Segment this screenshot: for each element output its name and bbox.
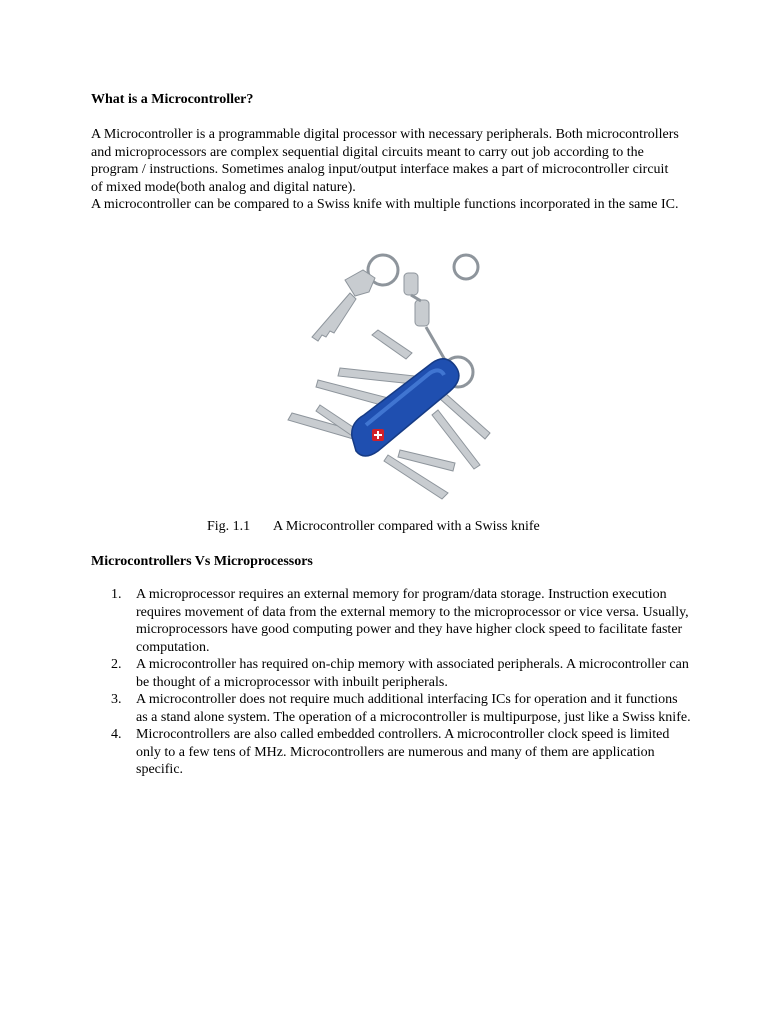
key-icon xyxy=(312,270,375,341)
list-item-number: 2. xyxy=(111,657,122,672)
swiss-knife-figure xyxy=(280,245,500,505)
figure-number: Fig. 1.1 xyxy=(207,519,251,534)
paragraph-definition: A Microcontroller is a programmable digital processor with necessary peripherals. Both microcontrollers and microprocessors are complex sequential digital circuits meant to carry out job according to the program / instructions. Sometimes analog input/output interface makes a part of microcontroller circuit of mixed mode(both analog and digital nature). xyxy=(91,127,679,195)
list-item-text: A microcontroller does not require much additional interfacing ICs for operation and it functions as a stand alone system. The operation of a microcontroller is multipurpose, just like a Swiss knife. xyxy=(136,692,691,725)
list-item-text: Microcontrollers are also called embedded controllers. A microcontroller clock speed is limited only to a few tens of MHz. Microcontrollers are numerous and many of them are application specific. xyxy=(136,727,670,777)
list-item-number: 4. xyxy=(111,727,122,742)
list-item xyxy=(91,691,691,726)
figure-caption-text: A Microcontroller compared with a Swiss knife xyxy=(273,519,540,534)
list-item xyxy=(91,586,691,656)
swiss-knife-illustration xyxy=(280,245,500,505)
list-item-text: A microcontroller has required on-chip memory with associated peripherals. A microcontroller can be thought of a microprocessor with inbuilt peripherals. xyxy=(136,657,689,690)
comparison-list xyxy=(91,586,691,779)
list-item xyxy=(91,726,691,779)
list-item-number: 3. xyxy=(111,692,122,707)
section-heading-what-is: What is a Microcontroller? xyxy=(91,92,254,107)
list-item-number: 1. xyxy=(111,587,122,602)
paragraph-swiss-knife: A microcontroller can be compared to a Swiss knife with multiple functions incorporated in the same IC. xyxy=(91,197,679,212)
list-item xyxy=(91,656,691,691)
list-item-text: A microprocessor requires an external memory for program/data storage. Instruction execution requires movement of data from the external memory to the microprocessor or vice versa. Usually, microprocessors have good computing power and they have higher clock speed to facilitate faster computation. xyxy=(136,587,689,655)
section-heading-vs: Microcontrollers Vs Microprocessors xyxy=(91,554,313,569)
figure-caption xyxy=(207,518,540,536)
